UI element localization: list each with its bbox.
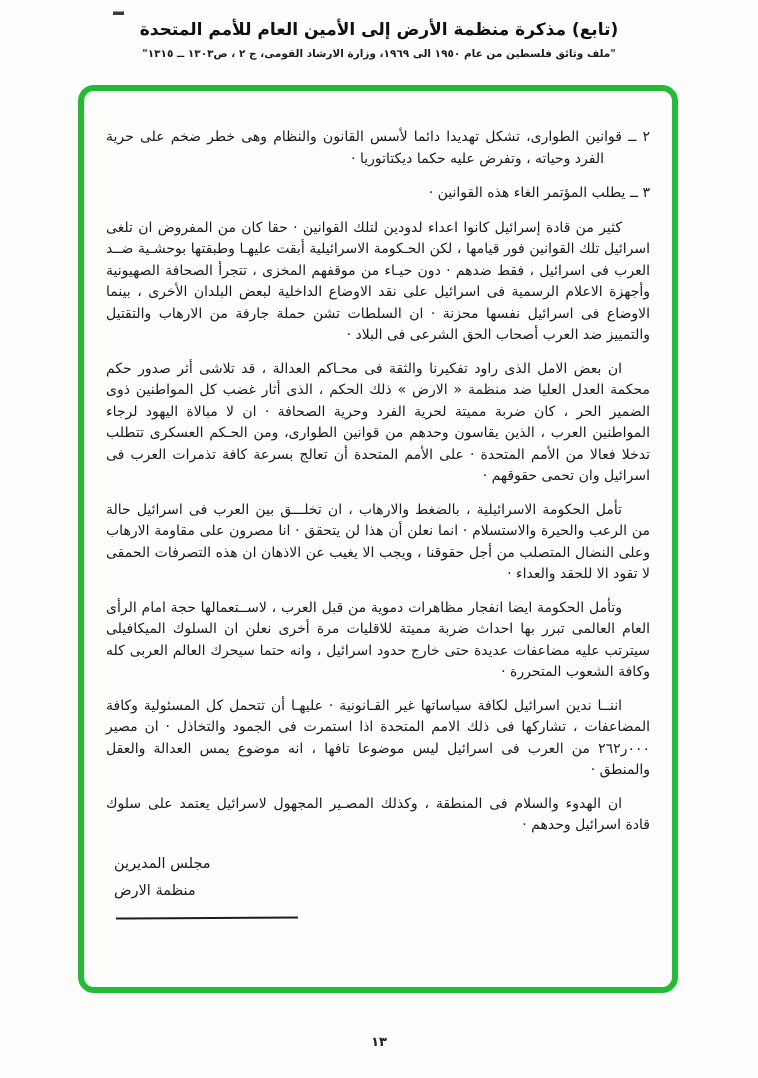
signature-line-council: مجلس المديرين	[114, 855, 211, 872]
document-frame	[78, 85, 678, 993]
document-header	[0, 20, 758, 60]
item-number: ٢ ــ	[628, 129, 650, 145]
scan-artifact-dash	[113, 11, 124, 15]
item-text: يطلب المؤتمر الغاء هذه القوانين ·	[428, 185, 626, 201]
signature-divider-line	[116, 916, 298, 919]
body-paragraph: ان بعض الامل الذى راود تفكيرنا والثقة فى محـاكم العدالة ، قد تلاشى أثر صدور حكم محكمة العدل العليا ضد منظمة « الارض » ذلك الحكم ، الذى أثار غضب كل المواطنين ذوى الضمير الحر ، كان ضربة مميتة لحرية الفرد وحرية الصحافة · ان لا مبالاة اليهود لرجاء المواطنين العرب ، الذين يقاسون وحدهم من قوانين الطوارى، ومن الحـكم العسكرى تتطلب تدخلا فعالا من الأمم المتحدة · على الأمم المتحدة أن تعالج بسرعة كافة تذمرات العرب فى اسرائيل وان تحمى حقوقهم ·	[106, 360, 650, 484]
body-paragraph: اننــا ندين اسرائيل لكافة سياساتها غير القـانونية · عليهـا أن تتحمل كل المسئولية وكافة المضاعفات ، تشاركها فى ذلك الامم المتحدة اذا استمرت فى الجمود والتخاذل · ان مصير ٠٠٠ر٢٦٢ من العرب فى اسرائيل ليس موضوعا تافها ، انه موضوع يمس العدالة والعقل والمنطق ·	[106, 697, 650, 778]
page-title: (تابع) مذكرة منظمة الأرض إلى الأمين العام للأمم المتحدة	[139, 20, 619, 40]
body-paragraph: تأمل الحكومة الاسرائيلية ، بالضغط والارهاب ، ان تخلـــق بين العرب فى اسرائيل حالة من الرعب والحيرة والاستسلام · انما نعلن أن هذا لن يتحقق · انا مصرون على مقاومة الارهاب وعلى النضال المتصلب من أجل حقوقنا ، ويجب الا يغيب عن الاذهان ان هذه التصرفات الحمقى لا تقود الا للحقد والعداء ·	[106, 501, 650, 582]
body-paragraph: ان الهدوء والسلام فى المنطقة ، وكذلك المصـير المجهول لاسرائيل يعتمد على سلوك قادة اسرائيل وحدهم ·	[106, 795, 650, 833]
numbered-item	[106, 183, 650, 205]
signature-block	[106, 851, 650, 905]
item-number: ٣ ــ	[629, 185, 650, 201]
numbered-item	[106, 127, 650, 170]
body-paragraph: وتأمل الحكومة ايضا انفجار مظاهرات دموية من قبل العرب ، لاســتعمالها حجة امام الرأى العام العالمى تبرر بها احداث ضربة مميتة للاقليات مرة أخرى نعلن ان السلوك الميكافيلى سيترتب عليه مضاعفات عديدة حتى خارج حدود اسرائيل ، وانه حتما سيحرك العالم العربى كله وكافة الشعوب المتحررة ·	[106, 599, 650, 680]
body-paragraph: كثير من قادة إسرائيل كانوا اعداء لدودين لتلك القوانين · حقا كان من المفروض ان تلغى اسرائيل تلك القوانين فور قيامها ، لكن الحـكومة الاسرائيلية أبقت عليهـا وطبقتها بوحشـية ضــد العرب فى اسرائيل ، فقط ضدهم · دون حيـاء من موقفهم المخزى ، تتجرأ الصحافة الصهيونية وأجهزة الاعلام الرسمية فى اسرائيل على نقد الاوضاع الداخلية لبعض البلدان الأخرى ، بينما الاوضاع فى اسرائيل نفسها محزنة · ان السلطات تشن حملة جارفة من الارهاب والتقتيل والتمييز ضد العرب أصحاب الحق الشرعى فى البلاد ·	[106, 219, 650, 343]
document-body	[106, 127, 650, 919]
signature-line-organization: منظمة الارض	[114, 882, 196, 899]
page-number: ١٣	[371, 1035, 387, 1050]
source-reference-line: "ملف وثائق فلسطين من عام ١٩٥٠ الى ١٩٦٩، وزارة الارشاد القومى، ج ٢ ، ص١٣٠٣ ــ ١٣١٥"	[142, 48, 616, 60]
item-text: قوانين الطوارى، تشكل تهديدا دائما لأسس القانون والنظام وهى خطر ضخم على حرية الفرد وحياته ، وتفرض عليه حكما ديكتاتوريا ·	[106, 129, 622, 167]
